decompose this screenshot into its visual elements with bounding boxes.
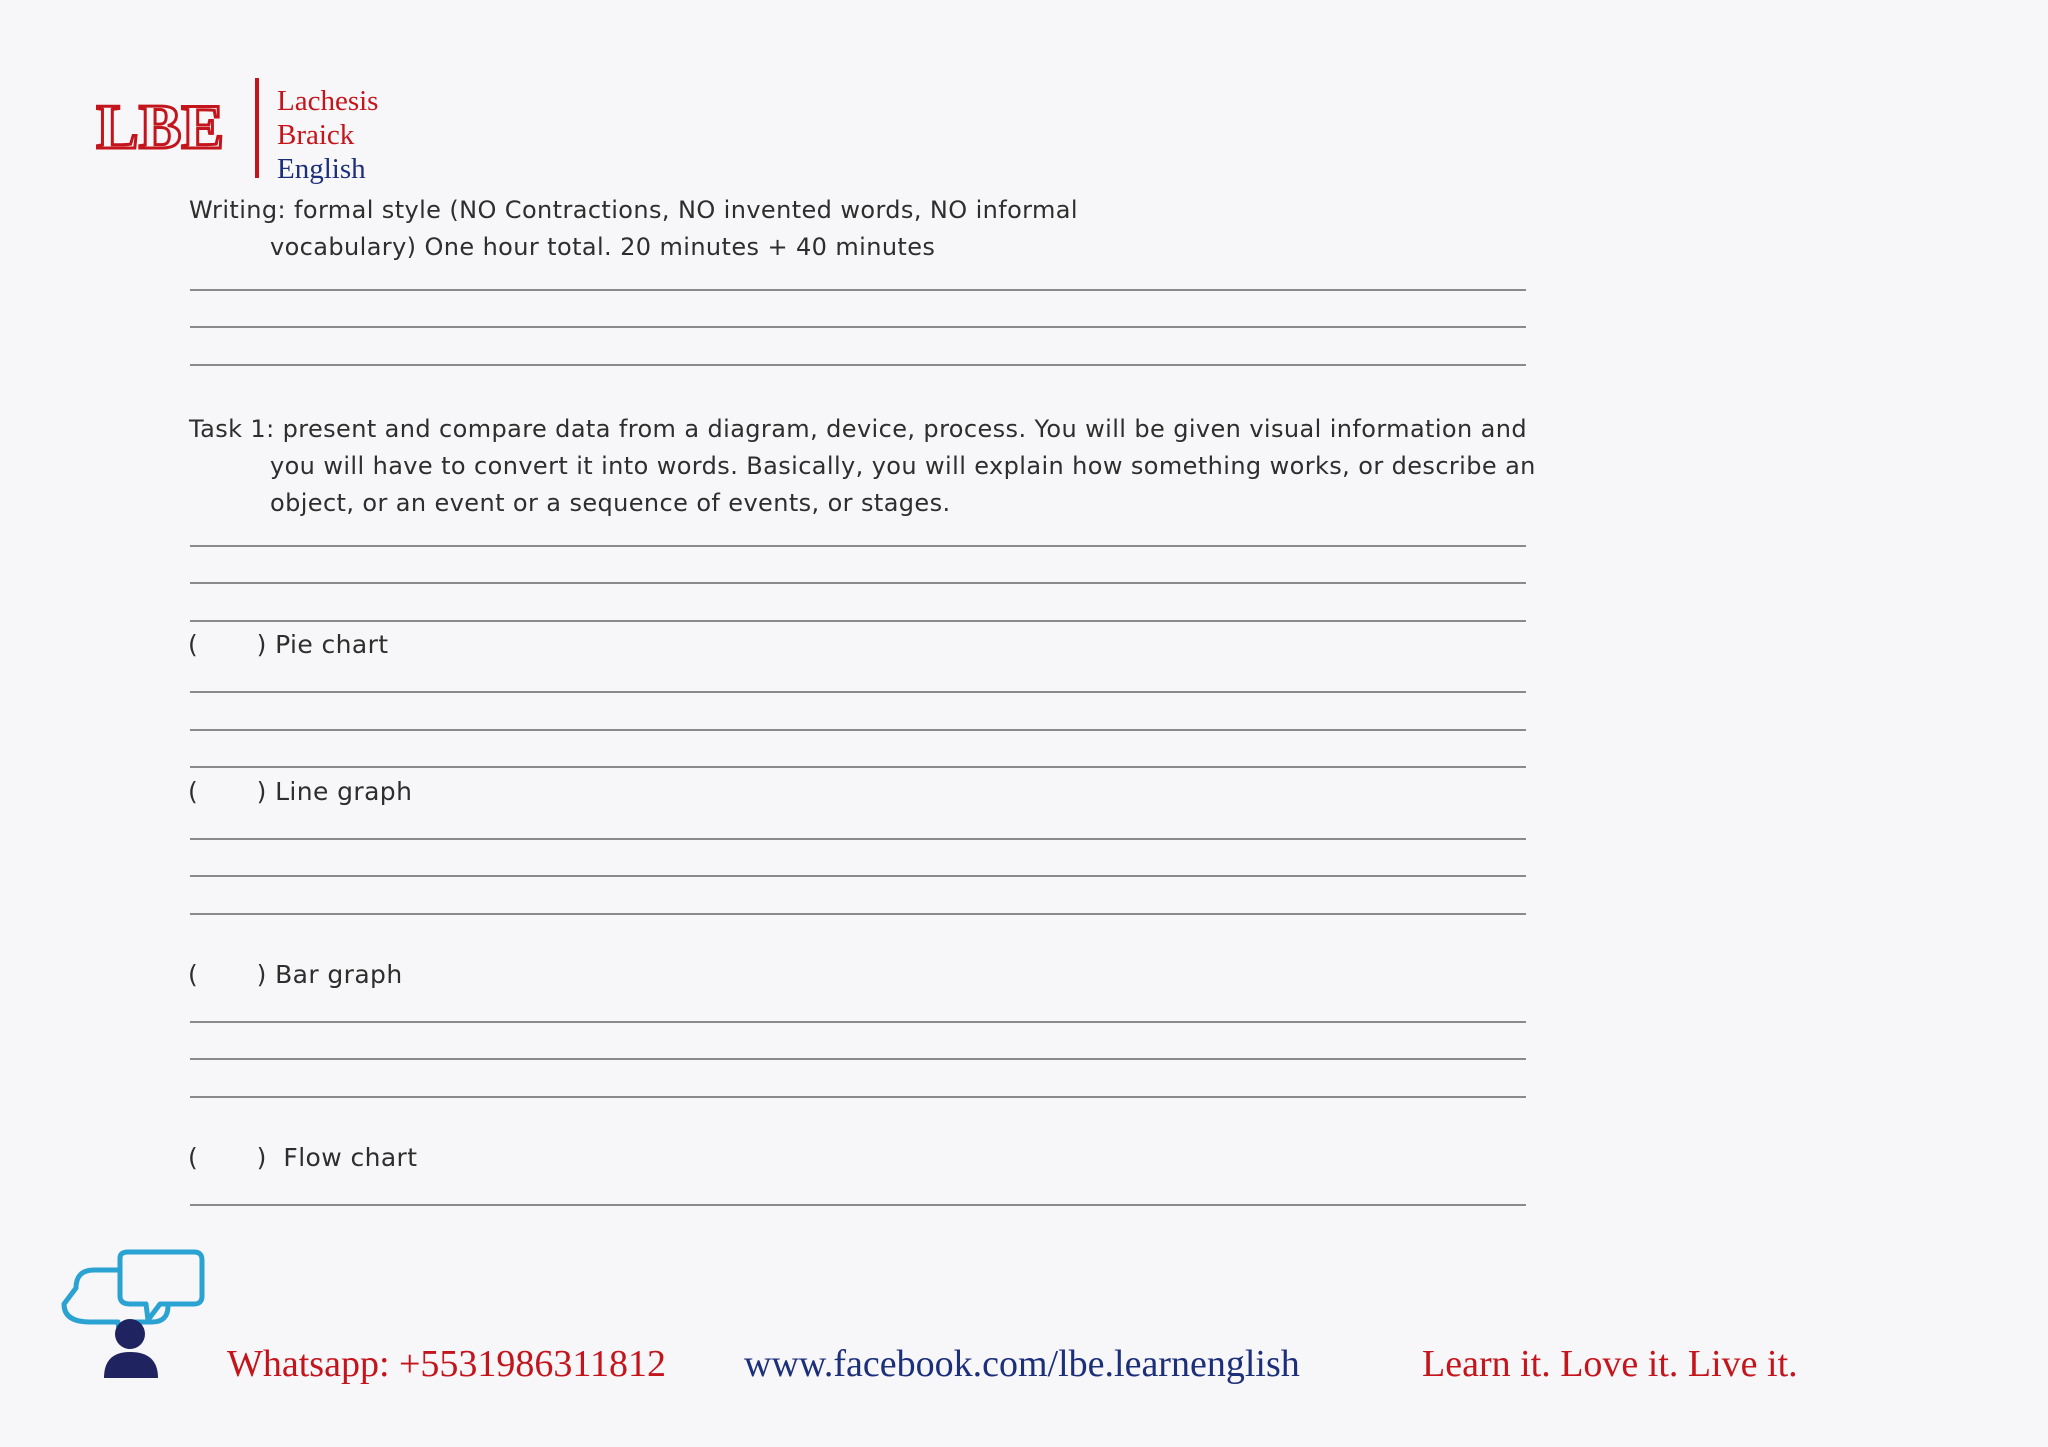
answer-line — [190, 620, 1526, 622]
answer-line — [190, 1096, 1526, 1098]
answer-line — [190, 838, 1526, 840]
answer-line — [190, 729, 1526, 731]
whatsapp-contact: Whatsapp: +5531986311812 — [227, 1343, 667, 1385]
chat-person-icon — [60, 1248, 210, 1388]
answer-line — [190, 766, 1526, 768]
facebook-link[interactable]: www.facebook.com/lbe.learnenglish — [744, 1343, 1300, 1385]
task1-text-line-3: object, or an event or a sequence of events, or stages. — [270, 489, 951, 517]
answer-line — [190, 545, 1526, 547]
answer-line — [190, 582, 1526, 584]
svg-text:LBE: LBE — [96, 96, 225, 156]
logo-name — [277, 84, 378, 186]
task1-text-line-2: you will have to convert it into words. Basically, you will explain how something works, or describe an — [270, 452, 1536, 480]
lbe-logo-mark — [96, 96, 236, 156]
answer-line — [190, 875, 1526, 877]
option-line-graph[interactable]: ( ) Line graph — [188, 777, 413, 806]
logo-name-line-1: Lachesis — [277, 85, 379, 117]
answer-line — [190, 289, 1526, 291]
writing-instructions-line-1: Writing: formal style (NO Contractions, NO invented words, NO informal — [189, 196, 1078, 224]
logo-name-line-2: Braick — [277, 119, 355, 151]
answer-line — [190, 364, 1526, 366]
answer-line — [190, 1058, 1526, 1060]
logo-name-line-3: English — [277, 153, 366, 185]
answer-line — [190, 913, 1526, 915]
answer-line — [190, 691, 1526, 693]
option-flow-chart[interactable]: ( ) Flow chart — [188, 1143, 418, 1172]
option-pie-chart[interactable]: ( ) Pie chart — [188, 630, 389, 659]
writing-instructions-line-2: vocabulary) One hour total. 20 minutes + 40 minutes — [270, 233, 936, 261]
logo-divider — [255, 78, 259, 178]
answer-line — [190, 326, 1526, 328]
task1-text-line-1: Task 1: present and compare data from a diagram, device, process. You will be given visual information and — [189, 415, 1528, 443]
option-bar-graph[interactable]: ( ) Bar graph — [188, 960, 403, 989]
slogan: Learn it. Love it. Live it. — [1422, 1343, 1798, 1385]
answer-line — [190, 1204, 1526, 1206]
answer-line — [190, 1021, 1526, 1023]
